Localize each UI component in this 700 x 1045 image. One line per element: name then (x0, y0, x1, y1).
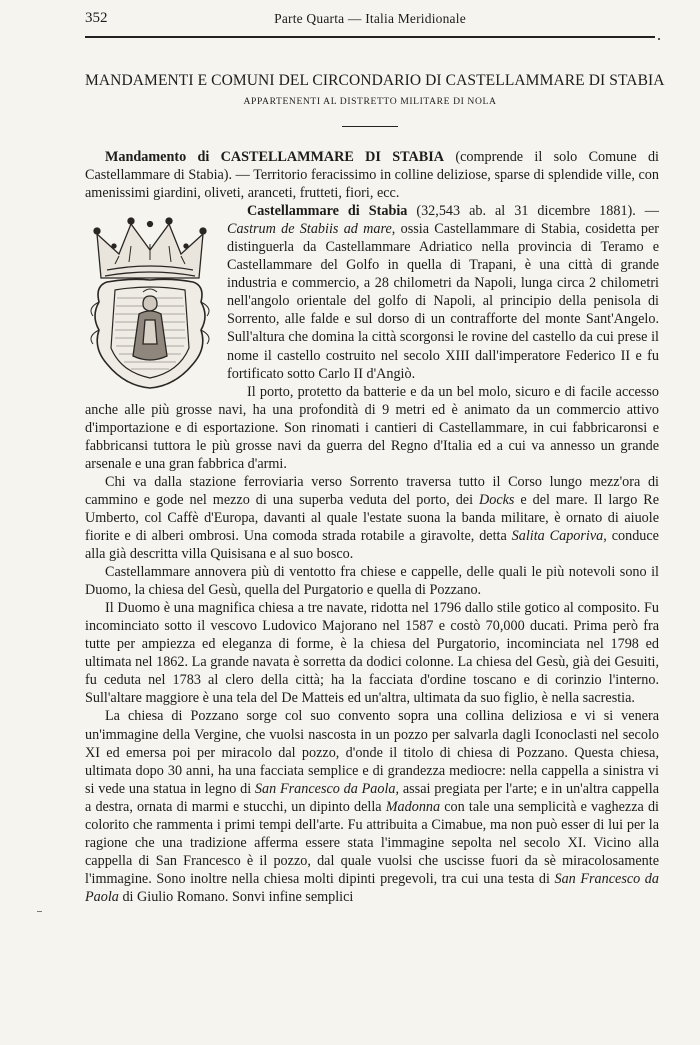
paragraph-stazione (85, 473, 659, 563)
running-title: Parte Quarta — Italia Meridionale (274, 11, 466, 26)
mandamento-text: (comprende il solo Comune di Castellammare di Stabia). — Territorio feracissimo in colline deliziose, sparse di splendide ville, con amenissimi giardini, oliveti, aranceti, frutteti, fiori, ecc. (85, 149, 659, 202)
coat-of-arms-icon (85, 202, 223, 395)
margin-mark (658, 38, 660, 40)
title-rule (342, 126, 398, 127)
crest-svg (85, 216, 215, 391)
paragraph-duomo: Il Duomo è una magnifica chiesa a tre navate, ridotta nel 1796 dallo stile gotico al composito. Fu incominciato sotto il vescovo Ludovico Majorano nel 1587 e costò 70,000 ducati. Prima però fra tutte per ampiezza ed eleganza di forme, è la chiesa del Purgatorio, incominciata nel 1798 ed ultimata nel 1862. La grande navata è sorretta da dodici colonne. La chiesa del Gesù, già dei Gesuiti, fu ceduta nel 1783 al clero della città; ha la facciata d'ordine toscano e di corinzio l'interno. Sull'altare maggiore è una tela del De Matteis ed un'altra, ultimata da suo figlio, è nella sacrestia. (85, 600, 659, 707)
stazione-text-b: e del mare. Il largo Re Umberto, col Caffè d'Europa, davanti al quale l'estate suona la banda militare, è ornato di aiuole fiorite e di alberi ombrosi. Una comoda strada rotabile a giravolte, detta (85, 491, 659, 544)
comune-text: , ossia Castellammare di Stabia, cosidetta per distinguerla da Castellammare Adriatico nella provincia di Teramo e Castellammare del Golfo in quella di Trapani, è una città di grande industria e commercio, a 28 chilometri da Napoli, lunga circa 2 chilometri nell'angolo orientale del golfo di Napoli, al principio della penisola di Sorrento, alle falde e sul dorso di un contrafforte del monte Sant'Angelo. Sull'altura che domina la città scorgonsi le rovine del castello da cui prese il nome il castello costruito nel secolo XIII dall'imperatore Federico II e fu fortificato sotto Carlo II d'Angiò. (227, 221, 659, 382)
page-header (85, 10, 655, 32)
pozzano-madonna: Madonna (385, 798, 441, 815)
mandamento-lead: Mandamento di CASTELLAMMARE DI STABIA (105, 149, 445, 165)
paragraph-chiese: Castellammare annovera più di ventotto fra chiese e cappelle, delle quali le più notevoli sono il Duomo, la chiesa del Gesù, quella del Purgatorio e quella di Pozzano. (85, 564, 659, 599)
paragraph-mandamento (85, 148, 659, 202)
comune-census: (32,543 ab. al 31 dicembre 1881). — (407, 203, 659, 220)
pozzano-text-c: con tale una semplicità e vaghezza di colorito che rammenta i primi tempi dell'arte. Fu attribuita a Cimabue, ma non può esser di lui per la ragione che una tradizione afferma essere stata l'immagine sepolta nel secolo XI. Vicino alla cappella di San Francesco è il pozzo, dal quale vuolsi che uscisse fuori da sè miracolosamente l'immagine. Sono inoltre nella chiesa molti dipinti pregevoli, tra cui una testa di (85, 798, 660, 887)
stazione-text-a: Chi va dalla stazione ferroviaria verso Sorrento traversa tutto il Corso lungo mezz'ora di cammino e gode nel mezzo di una superba veduta del porto, dei (85, 473, 659, 508)
body-text (85, 148, 659, 906)
pozzano-san-francesco-1: San Francesco da Paola, (254, 780, 400, 797)
stazione-docks: Docks (479, 491, 515, 508)
comune-latin: Castrum de Stabiis ad mare (227, 221, 392, 238)
pozzano-san-francesco-2: San Francesco da Paola (85, 870, 659, 905)
paragraph-porto: Il porto, protetto da batterie e da un bel molo, sicuro e di facile accesso anche alle più grosse navi, ha una profondità di 9 metri ed è animato da un commercio attivo d'importazione e di esportazione. Son rinomati i cantieri di Castellammare, in cui fabbricaronsi e fabbricansi tuttora le più grosse navi da guerra del Regno d'Italia ed a cui va annesso un grande arsenale e una gran fabbrica d'armi. (85, 383, 659, 472)
page-number: 352 (85, 10, 108, 26)
section-title: MANDAMENTI E COMUNI DEL CIRCONDARIO DI CASTELLAMMARE DI STABIA (85, 72, 665, 89)
pozzano-text-b: assai pregiata per l'arte; e in un'altra cappella a destra, ornata di marmi e stucchi, un dipinto della (85, 780, 659, 815)
pozzano-text-a: La chiesa di Pozzano sorge col suo convento sopra una collina deliziosa e vi si venera un'immagine della Vergine, che vuolsi nascosta in un pozzo per salvarla dagli Iconoclasti nel secolo XI ed emersa poi per miracolo dal pozzo, d'onde il titolo di chiesa di Pozzano. Questa chiesa, ultimata dopo 30 anni, ha una facciata semplice e di grandezza mediocre: nella cappella a sinistra vi si vede una statua in legno di (85, 708, 659, 797)
section-subtitle: APPARTENENTI AL DISTRETTO MILITARE DI NOLA (243, 96, 497, 107)
comune-lead: Castellammare di Stabia (247, 203, 408, 220)
pozzano-text-d: di Giulio Romano. Sonvi infine semplici (118, 888, 354, 905)
stazione-salita: Salita Caporiva (511, 527, 604, 544)
paragraph-pozzano (85, 707, 659, 906)
stazione-text-c: , conduce alla già descritta villa Quisisana e al suo bosco. (85, 527, 659, 563)
margin-dash (37, 911, 42, 912)
header-rule (85, 36, 655, 38)
